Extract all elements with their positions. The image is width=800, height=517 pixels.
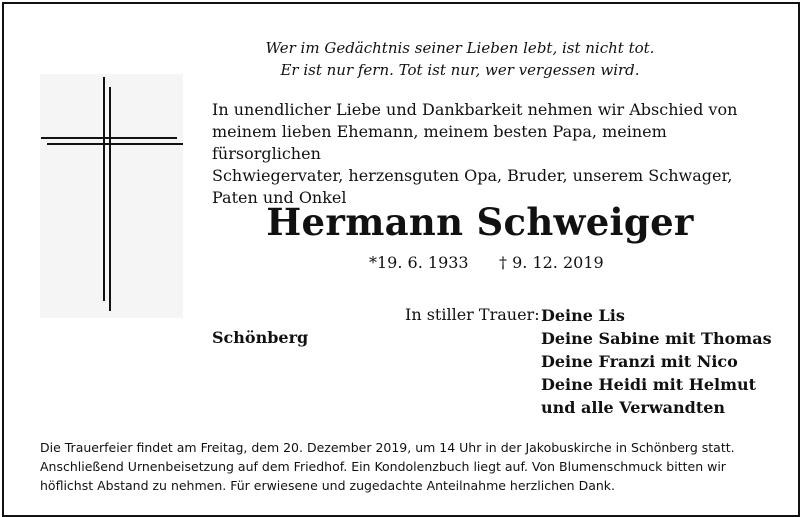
intro-line: meinem lieben Ehemann, meinem besten Papa, meinem fürsorglichen [212,122,667,163]
mourner-entry: und alle Verwandten [541,398,726,417]
mourner-entry: Deine Sabine mit Thomas [541,329,772,348]
footer-line: Anschließend Urnenbeisetzung auf dem Friedhof. Ein Kondolenzbuch liegt auf. Von Blumenschmuck bitten wir [40,459,726,474]
deceased-name: Hermann Schweiger [266,200,694,244]
cross-horizontal-line [41,137,177,139]
death-date: † 9. 12. 2019 [499,253,604,272]
place-name: Schönberg [212,328,309,347]
mourner-entry: Deine Heidi mit Helmut [541,375,757,394]
mourning-label: In stiller Trauer: [405,305,540,324]
cross-vertical-line [109,87,111,311]
funeral-details [40,438,770,495]
mourner-entry: Deine Lis [541,306,625,325]
quote-line-1: Wer im Gedächtnis seiner Lieben lebt, ist nicht tot. [265,39,655,57]
cross-vertical-line [103,77,105,301]
intro-line: In unendlicher Liebe und Dankbarkeit nehmen wir Abschied von [212,100,738,119]
intro-line: Paten und Onkel [212,188,347,207]
intro-line: Schwiegervater, herzensguten Opa, Bruder, unserem Schwager, [212,166,733,185]
mourner-entry: Deine Franzi mit Nico [541,352,738,371]
cross-icon [40,74,183,318]
footer-line: höflichst Abstand zu nehmen. Für erwiesene und zugedachte Anteilnahme herzlichen Dank. [40,478,615,493]
mourners-list [541,304,772,419]
cross-horizontal-line [47,143,183,145]
intro-text [212,99,772,209]
birth-date: *19. 6. 1933 [369,253,469,272]
quote-line-2: Er ist nur fern. Tot ist nur, wer vergessen wird. [280,61,640,79]
footer-line: Die Trauerfeier findet am Freitag, dem 20. Dezember 2019, um 14 Uhr in der Jakobuskirche in Schönberg statt. [40,440,735,455]
